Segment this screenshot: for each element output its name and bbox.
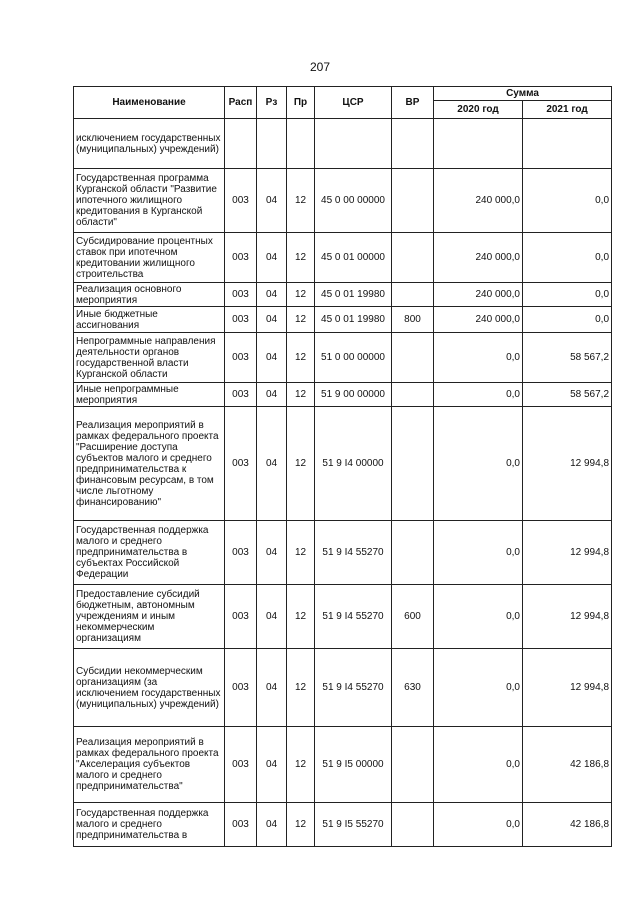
cell-csr: 51 9 I4 55270 bbox=[315, 649, 392, 727]
cell-year-2020: 0,0 bbox=[434, 585, 523, 649]
cell-year-2020: 0,0 bbox=[434, 407, 523, 521]
page-number: 207 bbox=[309, 60, 331, 74]
cell-name: исключением государственных (муниципальных) учреждений) bbox=[74, 119, 225, 169]
cell-year-2020: 240 000,0 bbox=[434, 169, 523, 233]
header-name: Наименование bbox=[74, 87, 225, 119]
table-row bbox=[74, 383, 612, 407]
cell-vr: 600 bbox=[392, 585, 434, 649]
cell-csr: 45 0 01 19980 bbox=[315, 307, 392, 333]
cell-rasp: 003 bbox=[225, 649, 257, 727]
cell-rz: 04 bbox=[257, 307, 287, 333]
table-row bbox=[74, 119, 612, 169]
cell-rasp: 003 bbox=[225, 169, 257, 233]
cell-rasp: 003 bbox=[225, 383, 257, 407]
header-sum: Сумма bbox=[434, 87, 612, 101]
table-row bbox=[74, 727, 612, 803]
cell-name: Иные бюджетные ассигнования bbox=[74, 307, 225, 333]
cell-vr bbox=[392, 407, 434, 521]
cell-rasp: 003 bbox=[225, 407, 257, 521]
cell-vr bbox=[392, 283, 434, 307]
cell-pr: 12 bbox=[287, 649, 315, 727]
cell-rasp: 003 bbox=[225, 333, 257, 383]
cell-rz: 04 bbox=[257, 383, 287, 407]
cell-pr: 12 bbox=[287, 407, 315, 521]
cell-pr: 12 bbox=[287, 521, 315, 585]
cell-pr: 12 bbox=[287, 283, 315, 307]
header-2021: 2021 год bbox=[523, 101, 612, 119]
cell-name: Государственная поддержка малого и среднего предпринимательства в субъектах Российской Федерации bbox=[74, 521, 225, 585]
cell-vr bbox=[392, 119, 434, 169]
cell-name: Государственная программа Курганской области "Развитие ипотечного жилищного кредитования в Курганской области" bbox=[74, 169, 225, 233]
cell-rz: 04 bbox=[257, 521, 287, 585]
cell-rasp: 003 bbox=[225, 803, 257, 847]
cell-csr: 51 9 00 00000 bbox=[315, 383, 392, 407]
cell-name: Иные непрограммные мероприятия bbox=[74, 383, 225, 407]
cell-csr: 45 0 01 19980 bbox=[315, 283, 392, 307]
cell-year-2020: 240 000,0 bbox=[434, 307, 523, 333]
cell-rz: 04 bbox=[257, 803, 287, 847]
header-csr: ЦСР bbox=[315, 87, 392, 119]
header-2020: 2020 год bbox=[434, 101, 523, 119]
cell-year-2020: 0,0 bbox=[434, 649, 523, 727]
cell-year-2021: 42 186,8 bbox=[523, 727, 612, 803]
cell-vr bbox=[392, 727, 434, 803]
table-row bbox=[74, 803, 612, 847]
cell-rasp: 003 bbox=[225, 283, 257, 307]
cell-name: Реализация основного мероприятия bbox=[74, 283, 225, 307]
table-row bbox=[74, 521, 612, 585]
header-rz: Рз bbox=[257, 87, 287, 119]
budget-table bbox=[73, 86, 612, 847]
cell-rasp: 003 bbox=[225, 521, 257, 585]
cell-rz: 04 bbox=[257, 283, 287, 307]
cell-rasp bbox=[225, 119, 257, 169]
table-row bbox=[74, 307, 612, 333]
cell-rasp: 003 bbox=[225, 585, 257, 649]
cell-year-2020 bbox=[434, 119, 523, 169]
cell-rasp: 003 bbox=[225, 233, 257, 283]
cell-year-2021 bbox=[523, 119, 612, 169]
cell-csr: 51 9 I4 55270 bbox=[315, 585, 392, 649]
table-row bbox=[74, 283, 612, 307]
cell-csr bbox=[315, 119, 392, 169]
cell-rz bbox=[257, 119, 287, 169]
cell-rz: 04 bbox=[257, 407, 287, 521]
header-rasp: Расп bbox=[225, 87, 257, 119]
cell-vr bbox=[392, 169, 434, 233]
header-vr: ВР bbox=[392, 87, 434, 119]
cell-vr: 630 bbox=[392, 649, 434, 727]
cell-vr bbox=[392, 233, 434, 283]
cell-vr bbox=[392, 333, 434, 383]
cell-csr: 51 0 00 00000 bbox=[315, 333, 392, 383]
cell-year-2020: 0,0 bbox=[434, 521, 523, 585]
cell-csr: 51 9 I5 00000 bbox=[315, 727, 392, 803]
cell-pr: 12 bbox=[287, 307, 315, 333]
cell-year-2020: 0,0 bbox=[434, 727, 523, 803]
cell-name: Непрограммные направления деятельности органов государственной власти Курганской области bbox=[74, 333, 225, 383]
cell-year-2021: 12 994,8 bbox=[523, 521, 612, 585]
cell-pr: 12 bbox=[287, 383, 315, 407]
cell-vr: 800 bbox=[392, 307, 434, 333]
cell-vr bbox=[392, 383, 434, 407]
table-row bbox=[74, 169, 612, 233]
cell-name: Предоставление субсидий бюджетным, автономным учреждениям и иным некоммерческим организациям bbox=[74, 585, 225, 649]
cell-year-2021: 58 567,2 bbox=[523, 333, 612, 383]
cell-name: Субсидии некоммерческим организациям (за исключением государственных (муниципальных) учреждений) bbox=[74, 649, 225, 727]
cell-name: Реализация мероприятий в рамках федерального проекта "Акселерация субъектов малого и среднего предпринимательства" bbox=[74, 727, 225, 803]
cell-pr: 12 bbox=[287, 727, 315, 803]
cell-rasp: 003 bbox=[225, 307, 257, 333]
table-row bbox=[74, 407, 612, 521]
cell-vr bbox=[392, 803, 434, 847]
cell-csr: 51 9 I4 55270 bbox=[315, 521, 392, 585]
cell-pr: 12 bbox=[287, 233, 315, 283]
cell-year-2020: 240 000,0 bbox=[434, 233, 523, 283]
cell-rz: 04 bbox=[257, 333, 287, 383]
cell-year-2020: 240 000,0 bbox=[434, 283, 523, 307]
cell-rz: 04 bbox=[257, 727, 287, 803]
cell-year-2021: 0,0 bbox=[523, 307, 612, 333]
table-row bbox=[74, 649, 612, 727]
cell-pr bbox=[287, 119, 315, 169]
header-pr: Пр bbox=[287, 87, 315, 119]
cell-year-2020: 0,0 bbox=[434, 333, 523, 383]
cell-year-2021: 0,0 bbox=[523, 283, 612, 307]
cell-csr: 51 9 I4 00000 bbox=[315, 407, 392, 521]
cell-pr: 12 bbox=[287, 169, 315, 233]
cell-csr: 51 9 I5 55270 bbox=[315, 803, 392, 847]
cell-vr bbox=[392, 521, 434, 585]
cell-year-2020: 0,0 bbox=[434, 383, 523, 407]
cell-pr: 12 bbox=[287, 333, 315, 383]
cell-pr: 12 bbox=[287, 803, 315, 847]
cell-year-2020: 0,0 bbox=[434, 803, 523, 847]
cell-year-2021: 0,0 bbox=[523, 233, 612, 283]
cell-csr: 45 0 00 00000 bbox=[315, 169, 392, 233]
cell-year-2021: 12 994,8 bbox=[523, 407, 612, 521]
cell-rz: 04 bbox=[257, 649, 287, 727]
cell-year-2021: 42 186,8 bbox=[523, 803, 612, 847]
table-row bbox=[74, 233, 612, 283]
cell-pr: 12 bbox=[287, 585, 315, 649]
table-body bbox=[74, 119, 612, 847]
cell-name: Субсидирование процентных ставок при ипотечном кредитовании жилищного строительства bbox=[74, 233, 225, 283]
cell-rz: 04 bbox=[257, 169, 287, 233]
cell-rz: 04 bbox=[257, 585, 287, 649]
cell-year-2021: 58 567,2 bbox=[523, 383, 612, 407]
table-row bbox=[74, 585, 612, 649]
cell-csr: 45 0 01 00000 bbox=[315, 233, 392, 283]
table-row bbox=[74, 333, 612, 383]
cell-name: Реализация мероприятий в рамках федерального проекта "Расширение доступа субъектов малого и среднего предпринимательства к финансовым ресурсам, в том числе льготному финансированию" bbox=[74, 407, 225, 521]
cell-year-2021: 12 994,8 bbox=[523, 649, 612, 727]
cell-year-2021: 12 994,8 bbox=[523, 585, 612, 649]
cell-year-2021: 0,0 bbox=[523, 169, 612, 233]
cell-rz: 04 bbox=[257, 233, 287, 283]
cell-name: Государственная поддержка малого и среднего предпринимательства в bbox=[74, 803, 225, 847]
cell-rasp: 003 bbox=[225, 727, 257, 803]
